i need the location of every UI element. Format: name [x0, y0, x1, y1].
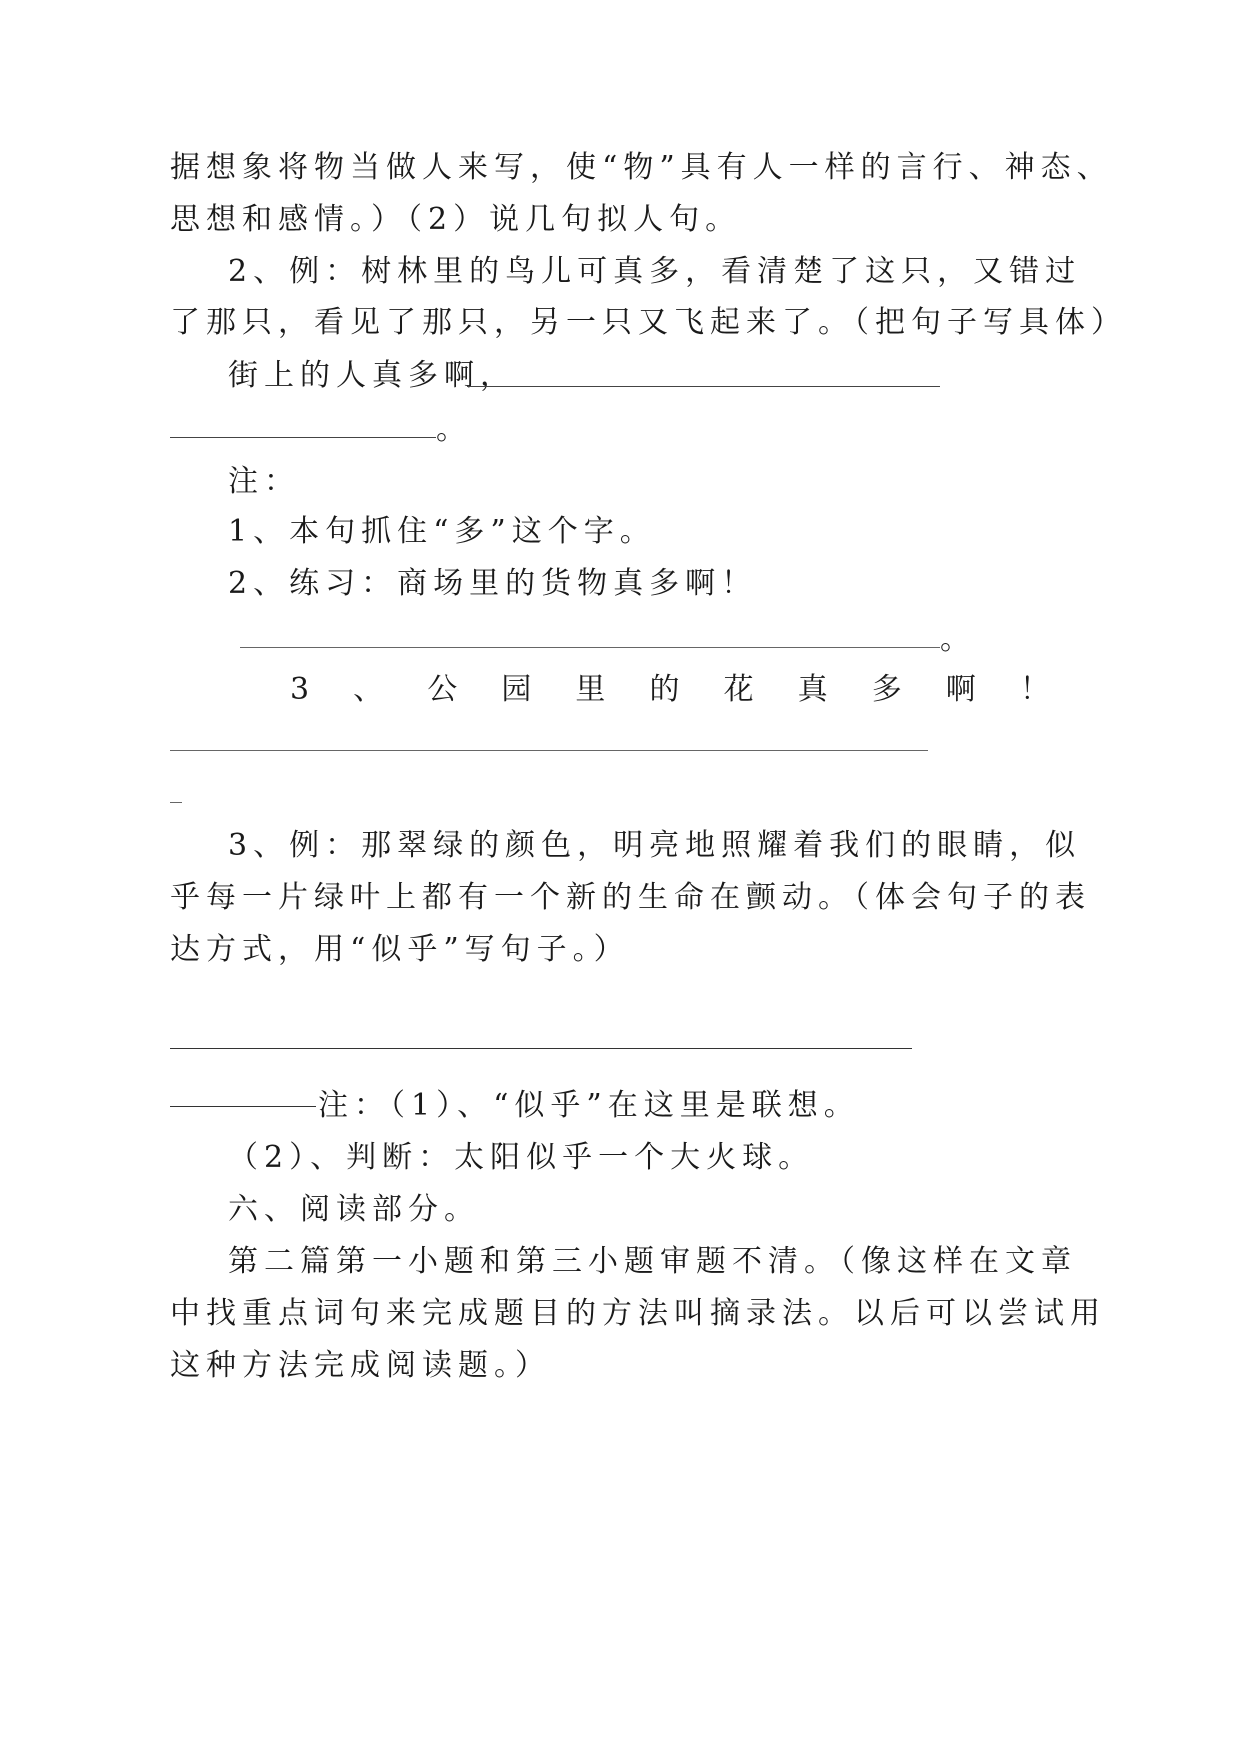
char: 、: [353, 672, 384, 707]
text-line: （2）、判断：太阳似乎一个大火球。: [228, 1140, 815, 1175]
answer-blank: [467, 386, 940, 387]
char: 花: [723, 672, 754, 707]
text-line: 街上的人真多啊，: [228, 358, 516, 393]
char: 里: [575, 672, 606, 707]
text-line: 第二篇第一小题和第三小题审题不清。（像这样在文章: [228, 1244, 1077, 1279]
text-line: 注：: [228, 464, 300, 499]
text-line: 达方式，用“似乎”写句子。）: [170, 932, 630, 967]
text-line: 六、阅读部分。: [228, 1192, 480, 1227]
char: 的: [649, 672, 680, 707]
answer-blank: [170, 1048, 912, 1049]
text-line: 乎每一片绿叶上都有一个新的生命在颤动。（体会句子的表: [170, 880, 1091, 915]
text-line: 中找重点词句来完成题目的方法叫摘录法。以后可以尝试用: [170, 1296, 1106, 1331]
text-line: 。: [436, 412, 472, 447]
answer-blank: [170, 750, 928, 751]
text-line: 据想象将物当做人来写，使“物”具有人一样的言行、神态、: [170, 150, 1113, 185]
answer-blank: [170, 437, 436, 438]
text-line: 2、练习：商场里的货物真多啊！: [228, 566, 758, 601]
char: ！: [1019, 672, 1050, 707]
char: 多: [871, 672, 902, 707]
char: 啊: [945, 672, 976, 707]
char: 公: [427, 672, 458, 707]
spaced-text-line: [290, 670, 1050, 710]
text-line: 注：（1）、“似乎”在这里是联想。: [318, 1088, 860, 1123]
text-line: 1、本句抓住“多”这个字。: [228, 514, 656, 549]
answer-blank: [170, 1106, 316, 1107]
answer-blank: [240, 647, 940, 648]
text-line: 3、例：那翠绿的颜色，明亮地照耀着我们的眼睛，似: [228, 828, 1082, 863]
text-line: 了那只，看见了那只，另一只又飞起来了。（把句子写具体）: [170, 305, 1127, 340]
char: 3: [290, 672, 310, 707]
text-line: 2、例：树林里的鸟儿可真多，看清楚了这只，又错过: [228, 254, 1082, 289]
char: 园: [501, 672, 532, 707]
char: 真: [797, 672, 828, 707]
text-line: 思想和感情。）（2）说几句拟人句。: [170, 202, 742, 237]
text-line: 这种方法完成阅读题。）: [170, 1348, 551, 1383]
text-line: 。: [940, 622, 976, 657]
answer-blank: [170, 802, 182, 803]
